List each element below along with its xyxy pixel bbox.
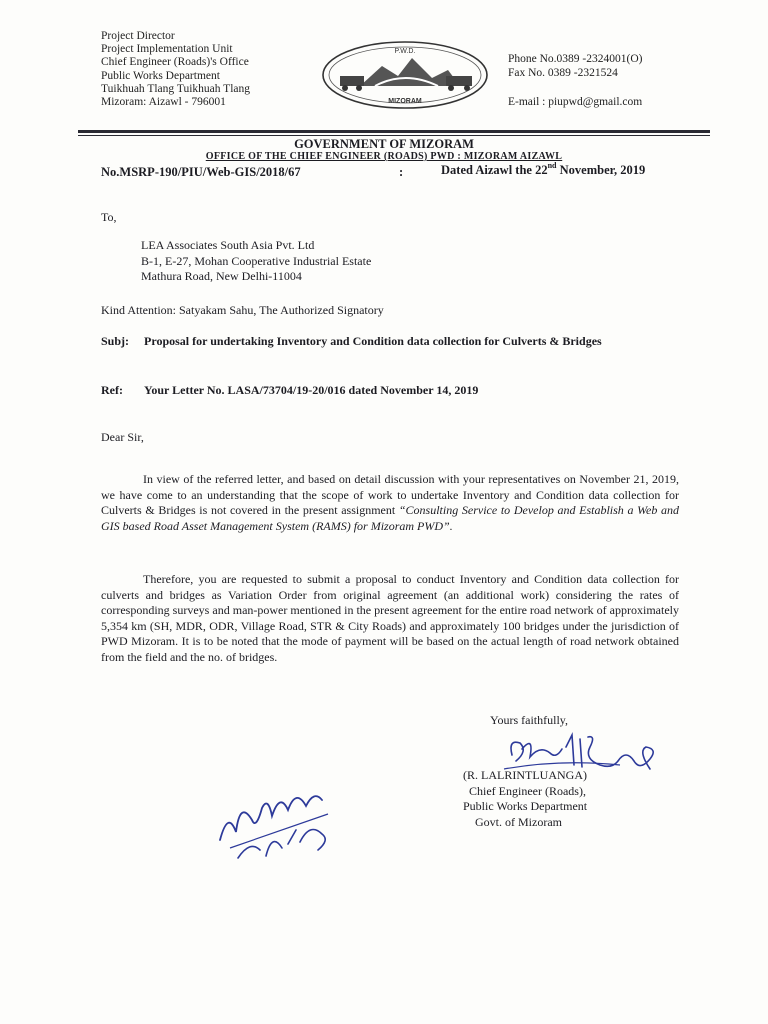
letterhead-line: Project Implementation Unit xyxy=(101,43,233,56)
letter-date xyxy=(441,163,645,178)
letterhead-contact xyxy=(508,52,642,109)
office-title: OFFICE OF THE CHIEF ENGINEER (ROADS) PWD : MIZORAM AIZAWL xyxy=(205,151,563,162)
letterhead-line: Tuikhuah Tlang Tuikhuah Tlang xyxy=(101,82,250,95)
letterhead-address xyxy=(101,30,250,109)
subject-label: Subj: xyxy=(101,334,130,348)
subject-text: Proposal for undertaking Inventory and Condition data collection for Culverts & Bridges xyxy=(144,334,602,348)
body-paragraph-2: Therefore, you are requested to submit a proposal to conduct Inventory and Condition data collection for culverts and bridges as Variation Order from original agreement (an additional work) considering the rates of corresponding surveys and man-power mentioned in the present agreement for the entire road network of approximately 5,354 km (SH, MDR, ODR, Village Road, STR & City Roads) and approximately 100 bridges under the jurisdiction of PWD Mizoram. It is to be noted that the mode of payment will be based on the actual length of road network obtained from the field and the no. of bridges. xyxy=(101,572,679,664)
signatory-government: Govt. of Mizoram xyxy=(475,814,562,829)
signatory-name: (R. LALRINTLUANGA) xyxy=(463,768,587,782)
recipient-address xyxy=(141,238,371,285)
header-rule-thin xyxy=(78,135,710,136)
address-line: B-1, E-27, Mohan Cooperative Industrial Estate xyxy=(141,253,372,268)
paragraph-text: In view of the referred letter, and based on detail discussion with your representatives on November 21, 2019, we have come to an understanding that the scope of work to undertake Inventory and Condition data collection for Culverts & Bridges is not covered in the present assignment xyxy=(101,472,679,517)
signatory-department: Public Works Department xyxy=(463,799,588,813)
logo-bottom-text: MIZORAM xyxy=(388,98,422,105)
letterhead-line: Public Works Department xyxy=(101,69,220,82)
email-address: E-mail : piupwd@gmail.com xyxy=(508,96,643,108)
reference-label: Ref: xyxy=(101,383,123,397)
phone-number: Phone No.0389 -2324001(O) xyxy=(508,53,643,65)
reference-text: Your Letter No. LASA/73704/19-20/016 dated November 14, 2019 xyxy=(144,383,479,397)
fax-number: Fax No. 0389 -2321524 xyxy=(508,67,618,79)
government-title: GOVERNMENT OF MIZORAM xyxy=(294,137,474,151)
ref-separator: : xyxy=(399,165,404,179)
date-suffix: November, 2019 xyxy=(556,163,646,177)
signatory-designation: Chief Engineer (Roads), xyxy=(469,783,586,798)
letterhead-line: Chief Engineer (Roads)'s Office xyxy=(101,56,249,69)
pwd-mizoram-logo xyxy=(320,40,490,110)
address-line: Mathura Road, New Delhi-11004 xyxy=(141,269,302,283)
letterhead-line: Mizoram: Aizawl - 796001 xyxy=(101,96,226,109)
signatory-block xyxy=(463,768,587,830)
assignment-title: “Consulting Service to Develop and Establish a Web and GIS based Road Asset Management System (RAMS) for Mizoram PWD”. xyxy=(101,503,680,533)
letterhead-line: Project Director xyxy=(101,30,175,42)
header-rule xyxy=(78,130,710,133)
reference-number: No.MSRP-190/PIU/Web-GIS/2018/67 xyxy=(101,165,301,179)
handwritten-initials xyxy=(210,770,345,865)
kind-attention: Kind Attention: Satyakam Sahu, The Authorized Signatory xyxy=(101,303,384,317)
address-line: LEA Associates South Asia Pvt. Ltd xyxy=(141,238,315,252)
to-line: To, xyxy=(101,210,117,224)
date-prefix: Dated Aizawl the 22 xyxy=(441,163,548,177)
closing-line: Yours faithfully, xyxy=(490,713,569,727)
body-paragraph-1 xyxy=(101,472,679,534)
logo-top-text: P.W.D. xyxy=(394,48,416,55)
salutation: Dear Sir, xyxy=(101,430,144,444)
date-ordinal: nd xyxy=(547,161,557,170)
